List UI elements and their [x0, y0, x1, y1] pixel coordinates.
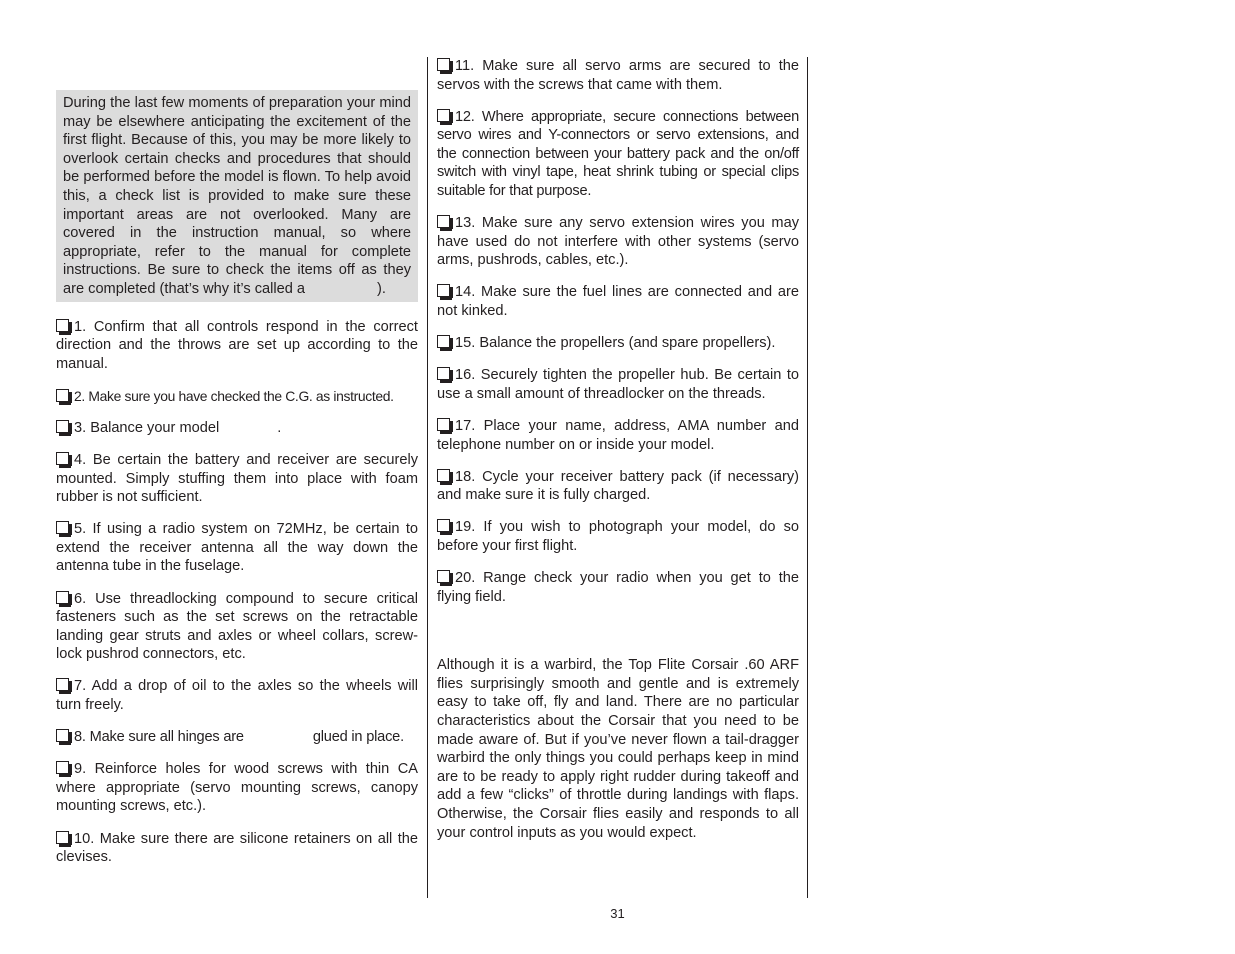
checkbox-icon[interactable] [56, 729, 69, 742]
checkbox-icon[interactable] [437, 58, 450, 71]
checklist-item-11: 11. Make sure all servo arms are secured to the servos with the screws that came with them. [437, 58, 799, 93]
checkbox-icon[interactable] [437, 367, 450, 380]
checkbox-icon[interactable] [437, 469, 450, 482]
checkbox-icon[interactable] [437, 335, 450, 348]
checklist-item-6: 6. Use threadlocking compound to secure critical fasteners such as the set screws on the retractable landing gear struts and axles or wheel collars, screw-lock pushrod connectors, etc. [56, 590, 418, 663]
checkbox-icon[interactable] [56, 452, 69, 465]
checklist-item-7: 7. Add a drop of oil to the axles so the wheels will turn freely. [56, 678, 418, 714]
checkbox-icon[interactable] [56, 319, 69, 332]
page-number: 31 [610, 906, 625, 921]
checklist-item-17: 17. Place your name, address, AMA number and telephone number on or inside your model. [437, 417, 799, 453]
checkbox-icon[interactable] [56, 521, 69, 534]
flight-paragraph: Although it is a warbird, the Top Flite Corsair .60 ARF flies surprisingly smooth and gentle and is extremely easy to take off, fly and land. There are no particular characteristics about the Corsair that you need to be made aware of. But if you’ve never flown a tail-dragger warbird the only things you could perhaps keep in mind are to be ready to apply right rudder during takeoff and add a few “clicks” of throttle during landings with flaps. Otherwise, the Corsair flies easily and responds to all your control inputs as you would expect. [437, 657, 799, 841]
checklist-item-19: 19. If you wish to photograph your model, do so before your first flight. [437, 519, 799, 554]
right-column-divider [807, 57, 808, 898]
checklist-item-15: 15. Balance the propellers (and spare propellers). [437, 334, 799, 353]
left-column [56, 90, 418, 880]
checkbox-icon[interactable] [56, 831, 69, 844]
checklist-item-10: 10. Make sure there are silicone retainers on all the clevises. [56, 830, 418, 866]
checkbox-icon[interactable] [437, 570, 450, 583]
checkbox-icon[interactable] [56, 761, 69, 774]
checklist-item-5: 5. If using a radio system on 72MHz, be certain to extend the receiver antenna all the way down the antenna tube in the fuselage. [56, 521, 418, 575]
checkbox-icon[interactable] [437, 215, 450, 228]
checklist-item-4: 4. Be certain the battery and receiver are securely mounted. Simply stuffing them into place with foam rubber is not sufficient. [56, 452, 418, 506]
checkbox-icon[interactable] [56, 678, 69, 691]
checkbox-icon[interactable] [56, 420, 69, 433]
checklist-item-13: 13. Make sure any servo extension wires you may have used do not interfere with other systems (servo arms, pushrods, cables, etc.). [437, 215, 799, 269]
checkbox-icon[interactable] [437, 418, 450, 431]
checklist-item-14: 14. Make sure the fuel lines are connected and are not kinked. [437, 284, 799, 320]
checklist-item-2: 2. Make sure you have checked the C.G. as instructed. [56, 387, 418, 406]
checkbox-icon[interactable] [56, 389, 69, 402]
checklist-item-20: 20. Range check your radio when you get to the flying field. [437, 569, 799, 605]
checkbox-icon[interactable] [437, 284, 450, 297]
right-column [437, 57, 799, 842]
intro-end: ). [377, 280, 386, 297]
checkbox-icon[interactable] [437, 519, 450, 532]
intro-text: During the last few moments of preparation your mind may be elsewhere anticipating the excitement of the first flight. Because of this, you may be more likely to overlook certain checks and procedures that should be performed before the model is flown. To help avoid this, a check list is provided to make sure these important areas are not overlooked. Many are covered in the instruction manual, so where appropriate, refer to the manual for complete instructions. Be sure to check the items off as they are completed (that’s why it’s called a [63, 95, 411, 297]
checkbox-icon[interactable] [56, 591, 69, 604]
checklist-item-12: 12. Where appropriate, secure connections between servo wires and Y-connectors or servo extensions, and the connection between your battery pack and the on/off switch with vinyl tape, heat shrink tubing or special clips suitable for that purpose. [437, 108, 799, 200]
checklist-item-9: 9. Reinforce holes for wood screws with thin CA where appropriate (servo mounting screws, canopy mounting screws, etc.). [56, 761, 418, 815]
checklist-item-1: 1. Confirm that all controls respond in the correct direction and the throws are set up according to the manual. [56, 318, 418, 372]
intro-box [56, 90, 418, 302]
checklist-item-18: 18. Cycle your receiver battery pack (if necessary) and make sure it is fully charged. [437, 468, 799, 504]
checklist-item-8: 8. Make sure all hinges are glued in place. [56, 728, 418, 747]
checklist-item-16: 16. Securely tighten the propeller hub. Be certain to use a small amount of threadlocker on the threads. [437, 367, 799, 402]
checklist-item-3: 3. Balance your model . [56, 419, 418, 438]
left-column-divider [427, 57, 428, 898]
checkbox-icon[interactable] [437, 109, 450, 122]
